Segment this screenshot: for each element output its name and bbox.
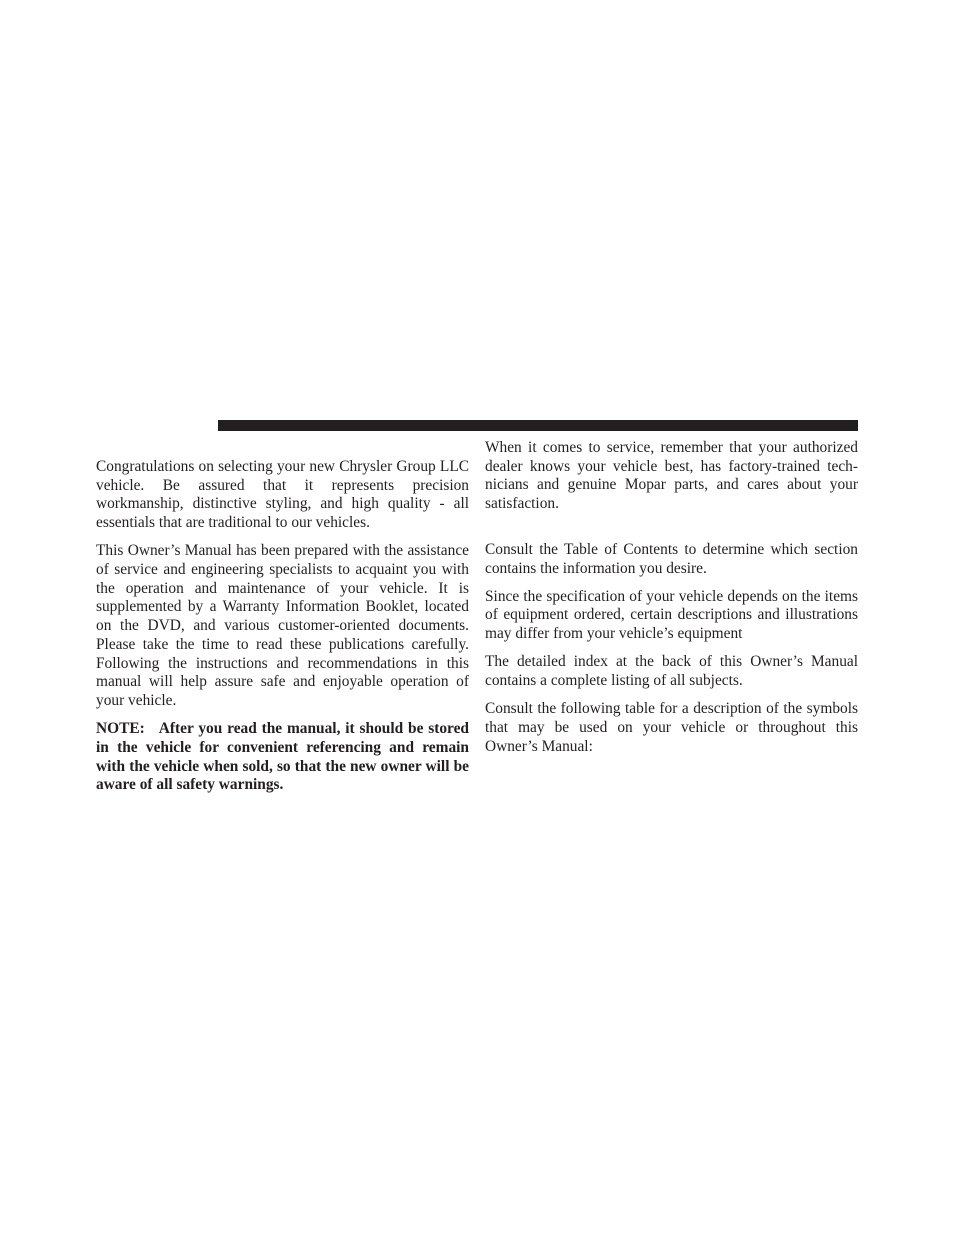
service-paragraph: When it comes to service, remember that your authorized dealer knows your vehicle best, has factory-trained technicians and genuine Mopar parts, and cares about your satisfaction. (485, 439, 858, 513)
table-of-contents-paragraph: Consult the Table of Contents to determine which section contains the information you desire. (485, 540, 858, 577)
left-column (96, 458, 469, 804)
note-paragraph (96, 720, 469, 795)
note-label: NOTE: (96, 720, 145, 738)
specification-paragraph: Since the specification of your vehicle depends on the items of equipment ordered, certain descriptions and illustrations may differ from your vehicle’s equipment (485, 587, 858, 643)
intro-paragraph: Congratulations on selecting your new Chrysler Group LLC vehicle. Be assured that it represents precision workmanship, distinctive styling, and high quality - all essentials that are traditional to our vehicles. (96, 458, 469, 532)
right-column (485, 439, 858, 766)
manual-preparation-paragraph: This Owner’s Manual has been prepared with the assistance of service and engineering specialists to acquaint you with the operation and maintenance of your vehicle. It is supplemented by a Warranty Information Booklet, located on the DVD, and various customer-oriented documents. Please take the time to read these publications carefully. Following the instructions and recommendations in this manual will help assure safe and enjoyable operation of your vehicle. (96, 542, 469, 709)
symbols-table-paragraph: Consult the following table for a description of the symbols that may be used on your vehicle or throughout this Owner’s Manual: (485, 700, 858, 755)
note-text: After you read the manual, it should be stored in the vehicle for convenient referencing and remain with the vehicle when sold, so that the new owner will be aware of all safety warnings. (96, 720, 469, 794)
section-divider-bar (218, 420, 858, 431)
index-paragraph: The detailed index at the back of this Owner’s Manual contains a complete listing of all subjects. (485, 653, 858, 690)
